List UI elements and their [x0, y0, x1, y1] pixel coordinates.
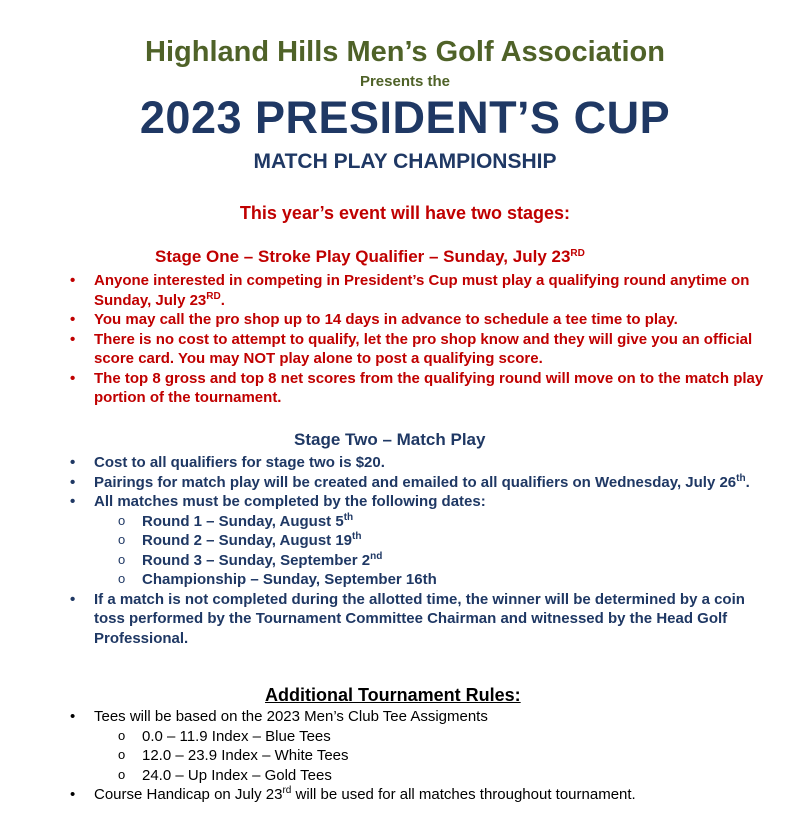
- tee-text: 24.0 – Up Index – Gold Tees: [142, 766, 332, 784]
- round-item: [118, 531, 770, 551]
- round-sup: nd: [370, 550, 383, 562]
- item-after: .: [745, 473, 750, 491]
- list-item: [70, 590, 770, 649]
- stage-one-heading-sup: RD: [570, 248, 585, 259]
- list-item: [70, 271, 770, 310]
- round-text: Round 1 – Sunday, August 5: [142, 512, 344, 530]
- item-text: All matches must be completed by the following dates:: [94, 493, 486, 510]
- round-text: Round 2 – Sunday, August 19: [142, 532, 353, 549]
- round-text: Championship – Sunday, September 16th: [142, 571, 437, 588]
- item-text: If a match is not completed during the allotted time, the winner will be determined by a coin toss performed by the Tournament Committee Chairman and witnessed by the Head Golf Professional.: [94, 590, 745, 647]
- item-sup: RD: [206, 290, 221, 302]
- item-after: .: [220, 291, 225, 309]
- list-item: [70, 785, 770, 805]
- list-item: [70, 369, 770, 408]
- item-text: Cost to all qualifiers for stage two is $20.: [94, 454, 385, 471]
- round-text: Round 3 – Sunday, September 2: [142, 551, 371, 569]
- list-item: [70, 453, 770, 473]
- item-text: Anyone interested in competing in President’s Cup must play a qualifying round anytime on Sunday, July 23: [94, 272, 750, 309]
- item-sup: th: [736, 472, 746, 484]
- round-sup: th: [343, 511, 354, 523]
- additional-rules-list: [70, 707, 770, 805]
- tees-list: [94, 727, 770, 786]
- item-text: Course Handicap on July 23: [94, 786, 283, 803]
- stage-one-heading-text: Stage One – Stroke Play Qualifier – Sunday, July 23: [155, 247, 571, 266]
- stage-two-heading: Stage Two – Match Play: [294, 430, 486, 449]
- round-item: [118, 570, 770, 590]
- item-sup: rd: [282, 785, 292, 796]
- round-item: [118, 551, 770, 571]
- org-name: Highland Hills Men’s Golf Association: [145, 36, 665, 68]
- round-item: [118, 512, 770, 532]
- stage-two-list: [70, 453, 770, 648]
- item-text: Pairings for match play will be created and emailed to all qualifiers on Wednesday, July 26: [94, 473, 737, 491]
- item-text: You may call the pro shop up to 14 days in advance to schedule a tee time to play.: [94, 311, 678, 328]
- page-title: 2023 PRESIDENT’S CUP: [139, 92, 671, 143]
- stage-one-heading: [155, 247, 585, 267]
- stages-intro: This year’s event will have two stages:: [239, 203, 571, 223]
- stage-one-list: [70, 271, 770, 408]
- round-sup: th: [352, 531, 362, 542]
- rounds-list: [94, 512, 770, 590]
- tee-item: [118, 746, 770, 766]
- page-subtitle: MATCH PLAY CHAMPIONSHIP: [253, 150, 557, 173]
- item-text: There is no cost to attempt to qualify, let the pro shop know and they will give you an official score card. You may NOT play alone to post a qualifying score.: [94, 330, 753, 367]
- list-item: [70, 310, 770, 330]
- list-item: [70, 492, 770, 590]
- item-text: Tees will be based on the 2023 Men’s Club Tee Assigments: [94, 708, 488, 725]
- list-item: [70, 330, 770, 369]
- tee-item: [118, 766, 770, 786]
- tee-text: 12.0 – 23.9 Index – White Tees: [142, 747, 349, 764]
- tee-text: 0.0 – 11.9 Index – Blue Tees: [142, 727, 331, 745]
- presents-line: Presents the: [359, 73, 451, 90]
- additional-rules-heading: Additional Tournament Rules:: [265, 685, 521, 705]
- item-text: The top 8 gross and top 8 net scores from the qualifying round will move on to the match play portion of the tournament.: [94, 369, 764, 406]
- tee-item: [118, 727, 770, 747]
- list-item: [70, 473, 770, 493]
- item-after: will be used for all matches throughout tournament.: [291, 786, 636, 803]
- list-item: [70, 707, 770, 785]
